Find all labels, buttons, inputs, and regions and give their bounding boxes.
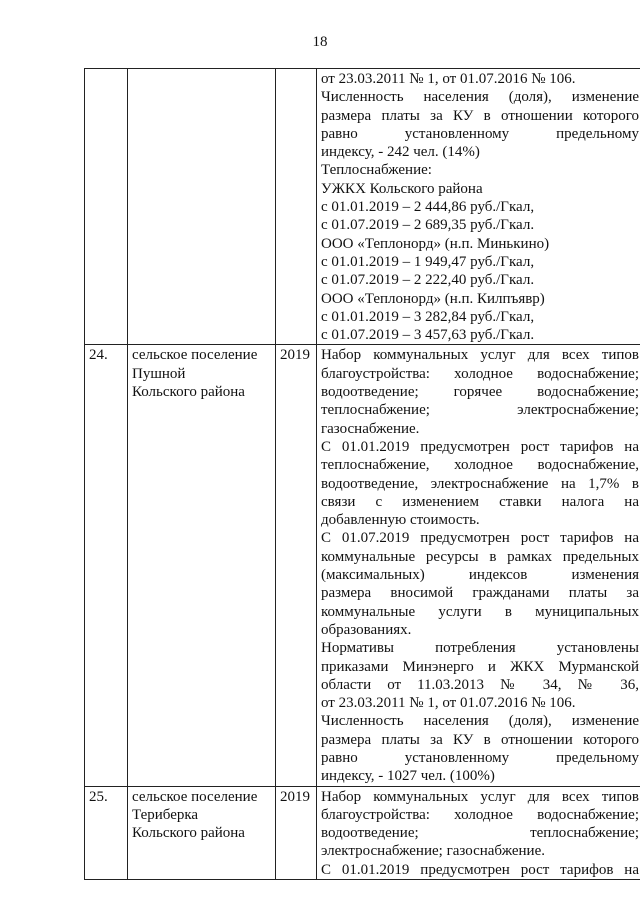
description-line: коммунальные услуги в муниципальных [321,603,639,620]
description-line: размера вносимой гражданами платы за [321,585,639,602]
description-cell [317,345,640,786]
description-line: Численность населения (доля), изменение [321,713,639,730]
description-line: ООО «Теплонорд» (н.п. Килпъявр) [321,290,545,307]
description-line: С 01.01.2019 предусмотрен рост тарифов на [321,438,639,455]
row-number-cell [85,345,128,786]
settlement-name-line: сельское поселение [132,788,258,805]
description-line: благоустройства: холодное водоснабжение; [321,806,639,823]
settlement-name-cell [128,345,276,786]
table-row [85,345,640,786]
settlement-name-line: Пушной [132,365,186,382]
table-row [85,69,640,345]
description-line: водоотведение, электроснабжение на 1,7% в [321,475,639,492]
description-cell [317,69,640,345]
description-line: благоустройства: холодное водоснабжение; [321,365,639,382]
description-line: газоснабжение. [321,420,420,437]
description-line: равно установленному предельному [321,749,639,766]
tariff-table [84,68,640,880]
description-line: связи с изменением ставки налога на [321,493,639,510]
description-line: Набор коммунальных услуг для всех типов [321,347,639,364]
settlement-name-cell [128,786,276,879]
description-line: С 01.01.2019 предусмотрен рост тарифов на [321,861,639,878]
page-number: 18 [312,34,328,50]
description-line: теплоснабжение, холодное водоснабжение, [321,457,639,474]
description-line: ООО «Теплонорд» (н.п. Минькино) [321,235,550,252]
year: 2019 [280,788,310,805]
description-line: с 01.01.2019 – 2 444,86 руб./Гкал, [321,199,535,216]
settlement-name-line: Кольского района [132,384,245,401]
description-line: УЖКХ Кольского района [321,180,483,197]
description-line: электроснабжение; газоснабжение. [321,843,545,860]
description-line: Численность населения (доля), изменение [321,89,639,106]
settlement-name-line: Териберка [132,806,199,823]
table-row [85,786,640,879]
table-body [85,69,640,880]
description-line: индексу, - 1027 чел. (100%) [321,768,495,785]
description-line: от 23.03.2011 № 1, от 01.07.2016 № 106. [321,71,576,87]
description-line: коммунальные ресурсы в рамках предельных [321,548,639,565]
description-line: индексу, - 242 чел. (14%) [321,144,480,161]
description-line: добавленную стоимость. [321,512,480,529]
description-line: с 01.01.2019 – 3 282,84 руб./Гкал, [321,308,535,325]
description-line: Теплоснабжение: [321,162,432,179]
year-cell [276,69,317,345]
year: 2019 [280,347,310,364]
description-line: размера платы за КУ в отношении которого [321,107,639,124]
year-cell [276,786,317,879]
description-line: с 01.07.2019 – 2 222,40 руб./Гкал. [321,272,535,289]
description-line: Нормативы потребления установлены [321,640,639,657]
row-number-cell [85,786,128,879]
description-line: от 23.03.2011 № 1, от 01.07.2016 № 106. [321,695,576,712]
settlement-name-line: сельское поселение [132,347,258,364]
description-line: (максимальных) индексов изменения [321,567,639,584]
description-line: водоотведение; горячее водоснабжение; [321,384,639,401]
description-line: размера платы за КУ в отношении которого [321,731,639,748]
description-line: с 01.01.2019 – 1 949,47 руб./Гкал, [321,253,535,270]
settlement-name-cell [128,69,276,345]
description-line: теплоснабжение; электроснабжение; [321,402,639,419]
row-number-cell [85,69,128,345]
description-cell [317,786,640,879]
description-line: С 01.07.2019 предусмотрен рост тарифов на [321,530,639,547]
settlement-name-line: Кольского района [132,825,245,842]
description-line: с 01.07.2019 – 2 689,35 руб./Гкал. [321,217,535,234]
description-line: приказами Минэнерго и ЖКХ Мурманской [321,658,639,675]
year-cell [276,345,317,786]
description-line: Набор коммунальных услуг для всех типов [321,788,639,805]
row-number: 25. [89,788,108,805]
description-line: области от 11.03.2013 № 34, № 36, [321,676,639,693]
description-line: равно установленному предельному [321,125,639,142]
row-number: 24. [89,347,108,364]
description-line: водоотведение; теплоснабжение; [321,825,639,842]
description-line: образованиях. [321,621,412,638]
description-line: с 01.07.2019 – 3 457,63 руб./Гкал. [321,327,535,344]
